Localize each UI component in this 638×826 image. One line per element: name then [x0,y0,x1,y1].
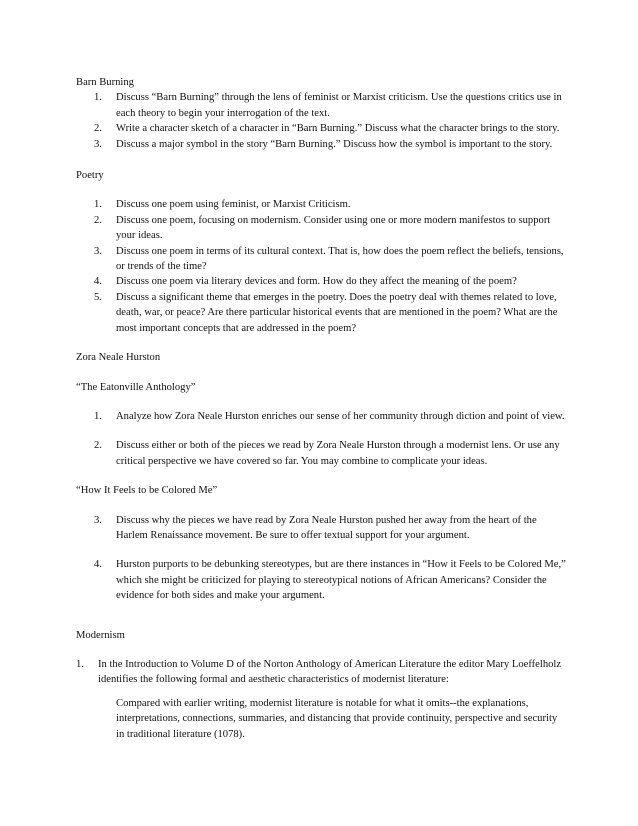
zora-heading: Zora Neale Hurston [76,352,161,364]
eatonville-subheading: “The Eatonville Anthology” [76,381,196,393]
list-item [76,197,566,212]
item-number: 3. [94,245,102,257]
item-text: Discuss one poem via literary devices and form. How do they affect the meaning of the poem? [116,276,517,288]
poetry-heading: Poetry [76,170,104,182]
item-text: Write a character sketch of a character in “Barn Burning.” Discuss what the character brings to the story. [116,123,560,135]
block-quote: Compared with earlier writing, modernist literature is notable for what it omits--the explanations, interpretations, connections, summaries, and distancing that provide continuity, perspective and security in traditional literature (1078). [116,697,558,740]
item-text: Discuss a major symbol in the story “Barn Burning.” Discuss how the symbol is important to the story. [116,138,553,150]
list-item [76,213,566,244]
item-number: 4. [94,559,102,571]
list-item [76,557,566,603]
list-item [76,290,566,336]
list-item [76,121,566,136]
list-item [76,657,566,688]
item-text: Discuss one poem in terms of its cultural context. That is, how does the poem reflect the beliefs, tensions, or trends of the time? [116,245,564,273]
list-item [76,513,566,544]
list-item [76,438,566,469]
item-text: Discuss why the pieces we have read by Zora Neale Hurston pushed her away from the heart of the Harlem Renaissance movement. Be sure to offer textual support for your argument. [116,514,537,541]
list-item [76,274,566,289]
item-number: 1. [94,410,102,422]
barn-burning-heading: Barn Burning [76,77,134,88]
item-text: In the Introduction to Volume D of the Norton Anthology of American Literature the editor Mary Loeffelholz identifies the following formal and aesthetic characteristics of modernist literature: [98,658,562,686]
item-text: Discuss one poem using feminist, or Marxist Criticism. [116,199,351,211]
item-number: 2. [94,440,102,452]
item-number: 1. [94,92,102,104]
item-number: 2. [94,123,102,135]
item-text: Discuss a significant theme that emerges in the poetry. Does the poetry deal with themes related to love, death, war, or peace? Are there particular historical events that are mentioned in the poem? What are the most important concepts that are addressed in the poem? [116,291,558,334]
item-text: Discuss “Barn Burning” through the lens of feminist or Marxist criticism. Use the questions critics use in each theory to begin your interrogation of the text. [116,92,562,119]
item-number: 3. [94,138,102,150]
colored-me-subheading: “How It Feels to be Colored Me” [76,485,218,497]
item-number: 2. [94,214,102,226]
item-number: 3. [94,514,102,526]
item-number: 4. [94,276,102,288]
modernism-heading: Modernism [76,629,125,641]
item-number: 1. [94,199,102,211]
list-item [76,137,566,152]
item-text: Analyze how Zora Neale Hurston enriches our sense of her community through diction and point of view. [116,410,565,422]
item-number: 5. [94,291,102,303]
item-number: 1. [76,658,84,670]
list-item [76,90,566,121]
item-text: Discuss either or both of the pieces we read by Zora Neale Hurston through a modernist lens. Or use any critical perspective we have covered so far. You may combine to complicate your ideas. [116,440,560,467]
document-page [76,75,566,742]
list-item [76,409,566,424]
list-item [76,244,566,275]
item-text: Hurston purports to be debunking stereotypes, but are there instances in “How it Feels to be Colored Me,” which she might be criticized for playing to stereotypical notions of African Americans? Consider the evidence for both sides and make your argument. [116,559,566,602]
item-text: Discuss one poem, focusing on modernism. Consider using one or more modern manifestos to support your ideas. [116,214,551,242]
